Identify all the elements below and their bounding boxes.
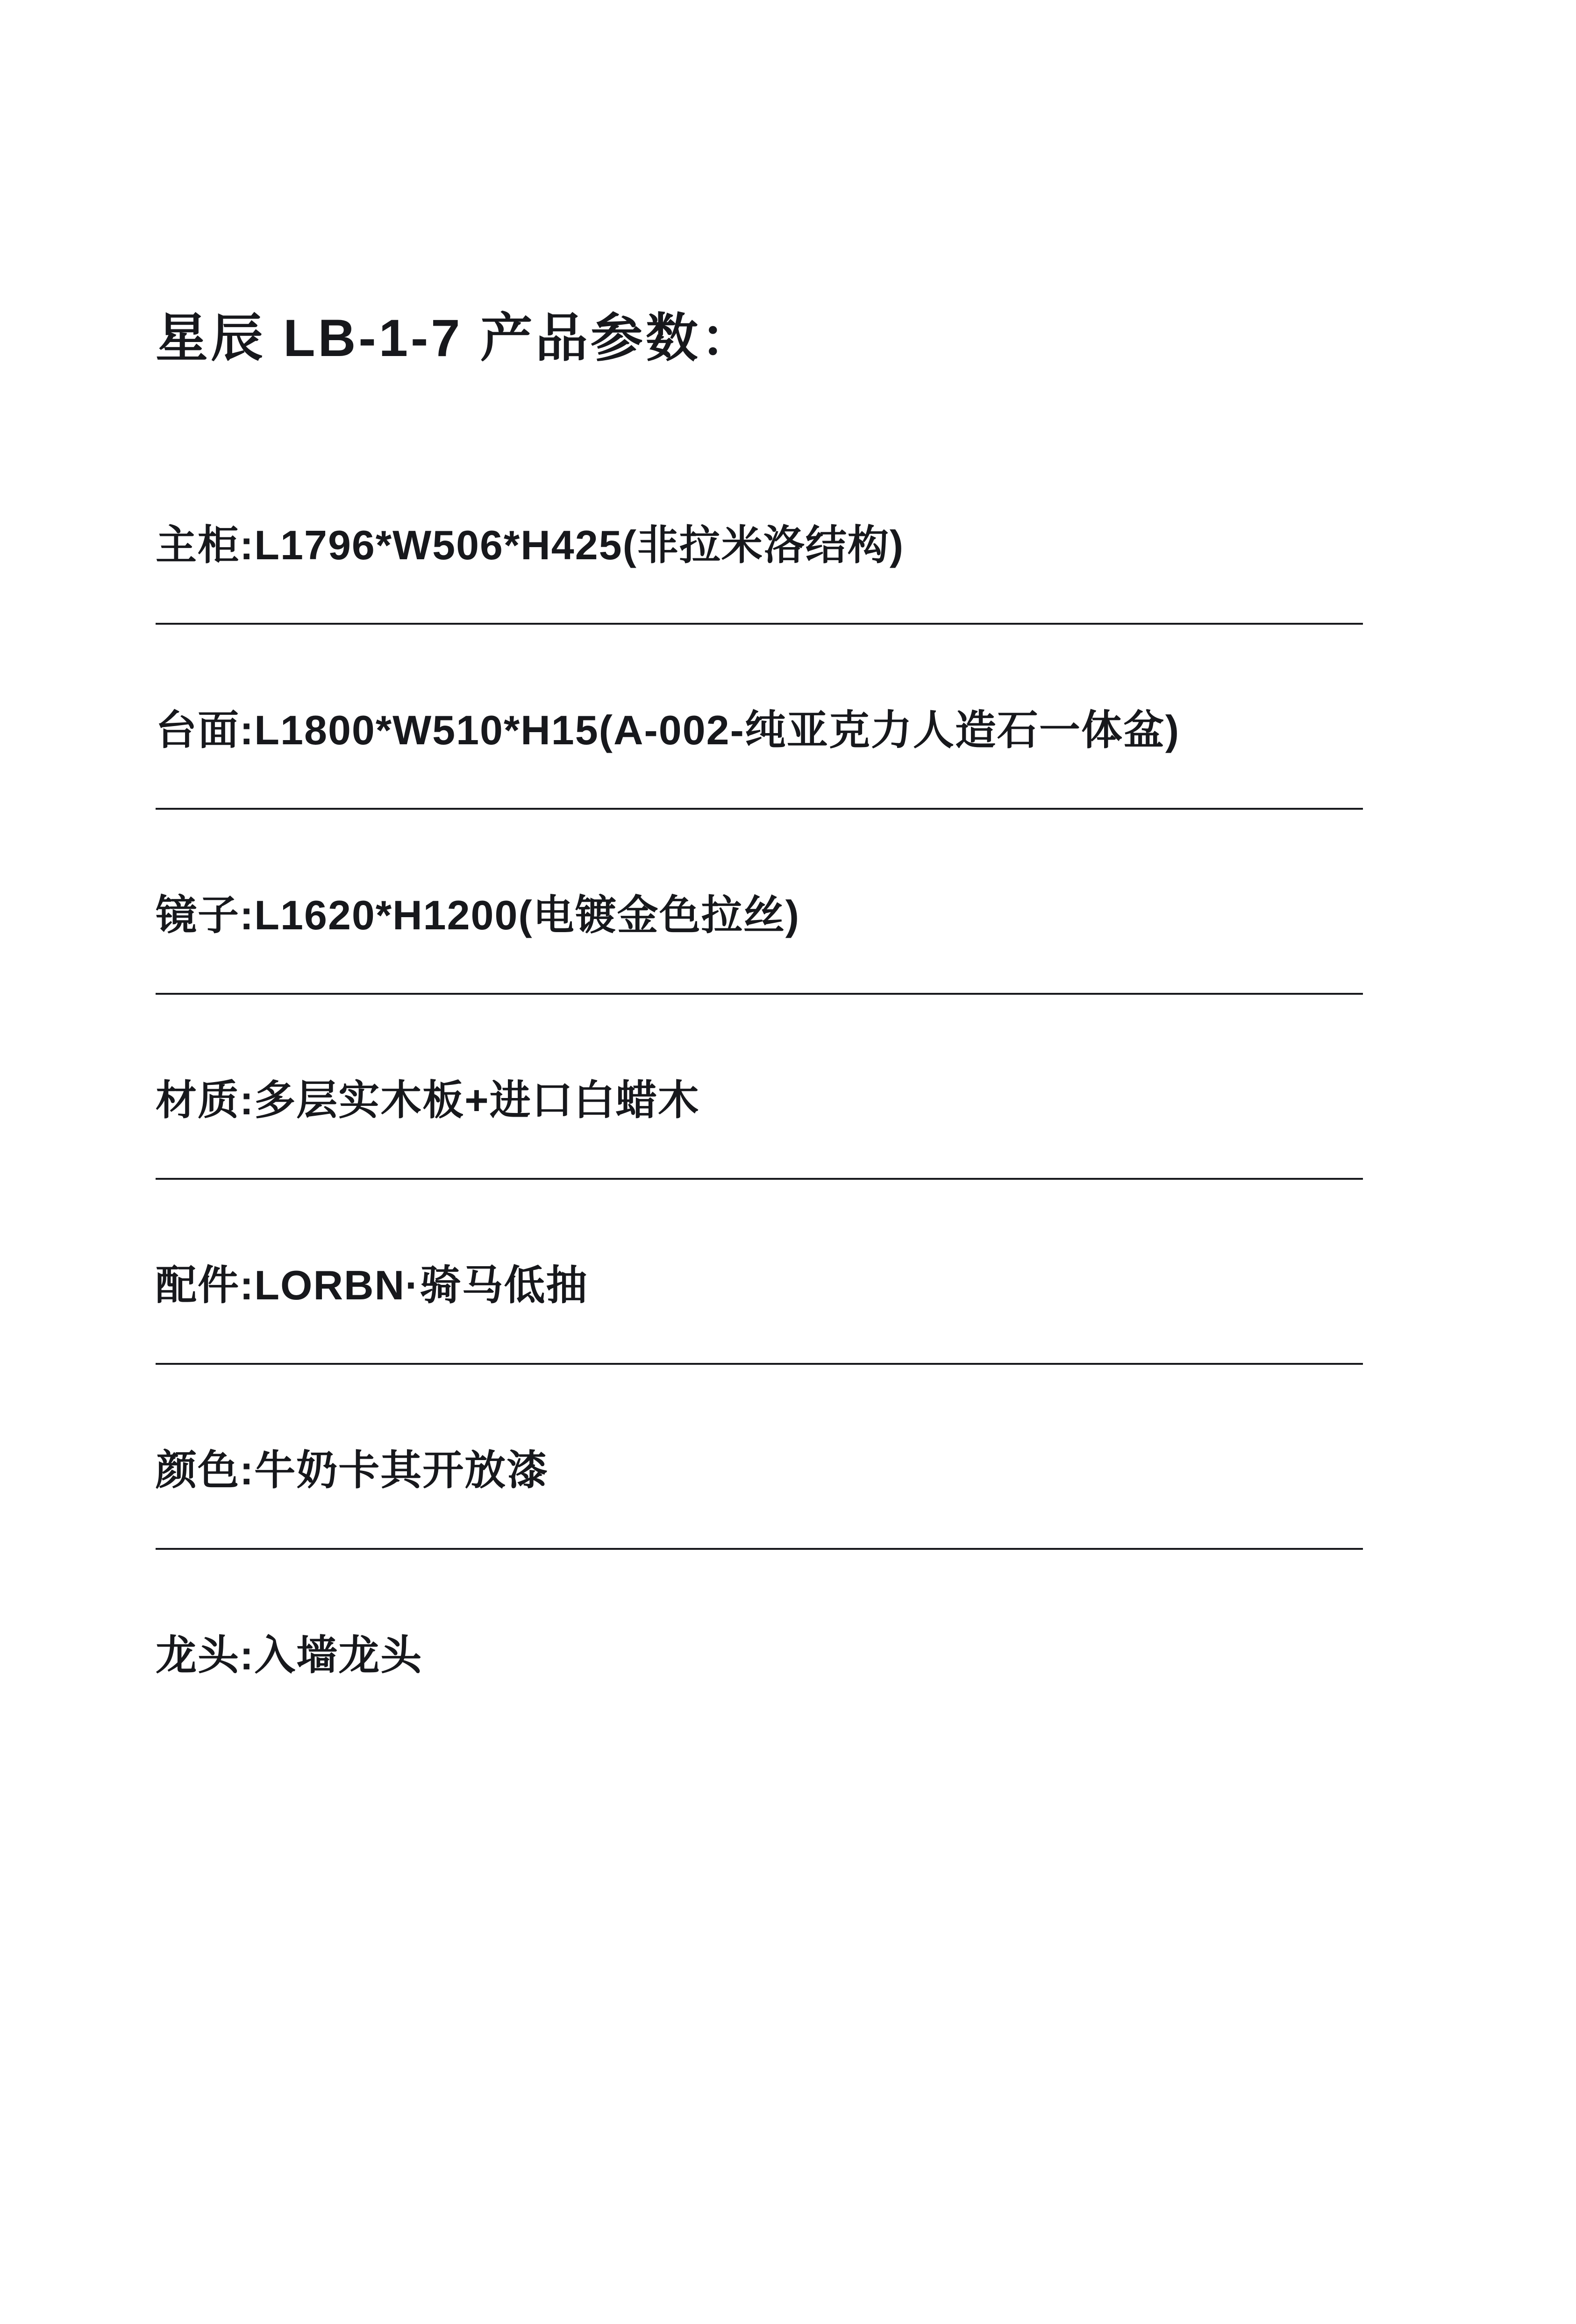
spec-text: 配件:LORBN·骑马低抽 — [156, 1262, 588, 1308]
spec-row-color — [156, 1365, 1363, 1550]
spec-list — [156, 440, 1363, 1735]
page-title: 星辰 LB-1-7 产品参数： — [156, 309, 756, 367]
spec-row-main-cabinet — [156, 440, 1363, 625]
spec-row-material — [156, 995, 1363, 1180]
spec-text: 龙头:入墙龙头 — [156, 1632, 423, 1678]
spec-row-hardware — [156, 1180, 1363, 1365]
spec-text: 颜色:牛奶卡其开放漆 — [156, 1447, 549, 1493]
spec-row-faucet — [156, 1550, 1363, 1735]
spec-text: 材质:多层实木板+进口白蜡木 — [156, 1077, 700, 1123]
spec-text: 镜子:L1620*H1200(电镀金色拉丝) — [156, 892, 800, 938]
spec-row-countertop — [156, 625, 1363, 810]
spec-row-mirror — [156, 810, 1363, 995]
spec-text: 主柜:L1796*W506*H425(非拉米洛结构) — [156, 522, 905, 568]
spec-text: 台面:L1800*W510*H15(A-002-纯亚克力人造石一体盆) — [156, 707, 1180, 753]
